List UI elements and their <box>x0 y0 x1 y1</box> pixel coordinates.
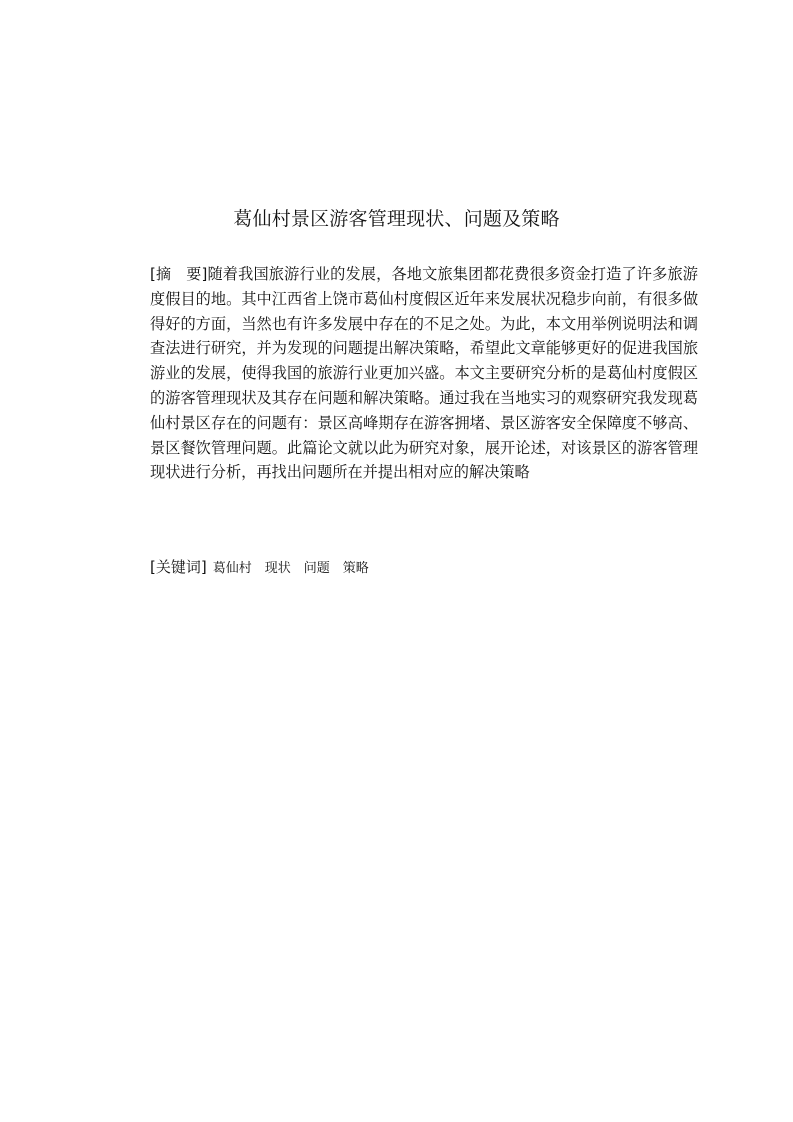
paper-title: 葛仙村景区游客管理现状、问题及策略 <box>233 208 560 230</box>
abstract-label: [摘 要] <box>150 265 208 283</box>
keyword-item: 问题 <box>303 561 330 576</box>
abstract-paragraph <box>150 262 698 485</box>
keywords-line <box>150 556 698 580</box>
keyword-item: 策略 <box>342 561 369 576</box>
keyword-item: 现状 <box>264 561 291 576</box>
keyword-item: 葛仙村 <box>212 561 252 576</box>
abstract-text: 随着我国旅游行业的发展，各地文旅集团都花费很多资金打造了许多旅游度假目的地。其中江西省上饶市葛仙村度假区近年来发展状况稳步向前，有很多做得好的方面，当然也有许多发展中存在的不足之处。为此，本文用举例说明法和调查法进行研究，并为发现的问题提出解决策略，希望此文章能够更好的促进我国旅游业的发展，使得我国的旅游行业更加兴盛。本文主要研究分析的是葛仙村度假区的游客管理现状及其存在问题和解决策略。通过我在当地实习的观察研究我发现葛仙村景区存在的问题有：景区高峰期存在游客拥堵、景区游客安全保障度不够高、景区餐饮管理问题。此篇论文就以此为研究对象，展开论述，对该景区的游客管理现状进行分析，再找出问题所在并提出相对应的解决策略 <box>150 265 698 482</box>
keywords-label: [关键词] <box>150 558 207 576</box>
